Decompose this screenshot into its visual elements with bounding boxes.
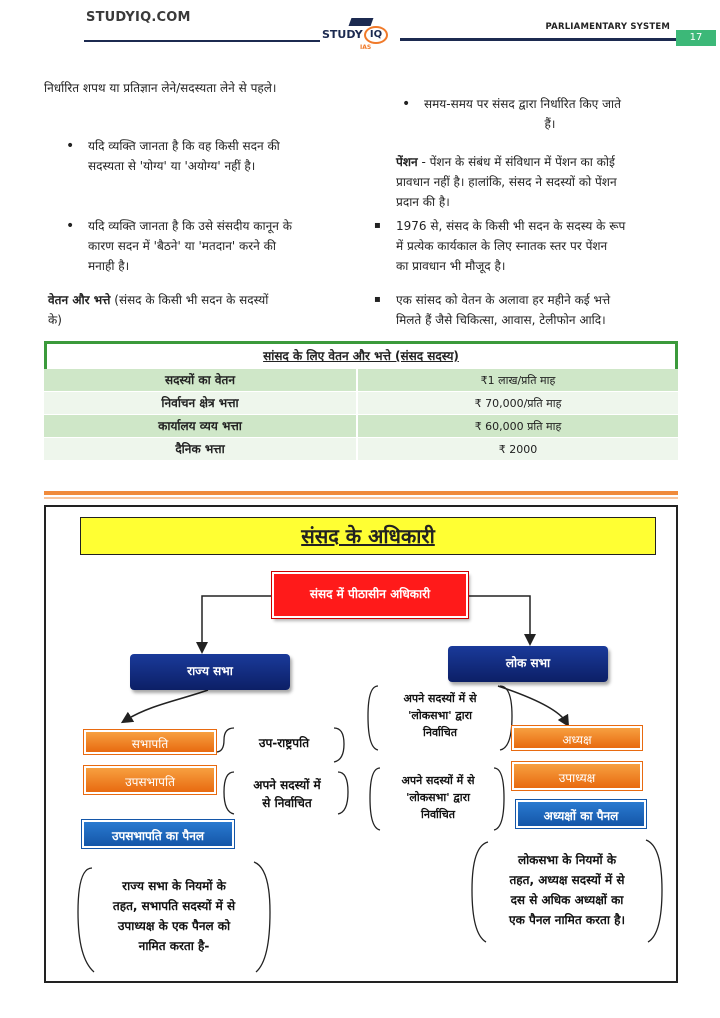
pension-line-1: - पेंशन के संबंध में संविधान में पेंशन का कोई	[417, 155, 615, 169]
upsabhapati-box: उपसभापति	[84, 766, 216, 794]
salary-table-title: सांसद के लिए वेतन और भत्ते (संसद सदस्य)	[44, 341, 678, 369]
up-rashtrapati-note: उप-राष्ट्रपति	[258, 736, 310, 750]
rajya-sabha-box: राज्य सभा	[130, 654, 290, 690]
right-bullet-2	[396, 216, 678, 276]
logo-ias: IAS	[360, 44, 372, 51]
ls-rules-note	[474, 850, 660, 930]
table-cell-label: निर्वाचन क्षेत्र भत्ता	[44, 392, 356, 414]
studyiq-logo	[322, 18, 398, 52]
left-bullet-1	[88, 136, 358, 176]
logo-text: STUDY	[322, 28, 363, 41]
ls-elected-2-line-1: अपने सदस्यों में से	[401, 774, 475, 787]
header-rule-left	[84, 40, 320, 42]
section-title: PARLIAMENTARY SYSTEM	[545, 22, 670, 32]
pension-heading: पेंशन	[396, 155, 418, 169]
left-bullet-2-line-3: मनाही है।	[88, 259, 130, 273]
logo-iq: IQ	[364, 26, 388, 44]
left-bullet-2	[88, 216, 358, 276]
table-row	[44, 392, 678, 415]
table-row	[44, 438, 678, 461]
table-cell-label: दैनिक भत्ता	[44, 438, 356, 460]
left-bullet-1-line-1: • यदि व्यक्ति जानता है कि वह किसी सदन की	[88, 139, 280, 153]
table-cell-value: ₹1 लाख/प्रति माह	[356, 369, 678, 391]
orange-divider-light	[44, 497, 678, 499]
rs-rules-line-1: राज्य सभा के नियमों के	[122, 879, 226, 893]
ls-elected-note-2	[380, 772, 496, 823]
orange-divider	[44, 491, 678, 495]
table-cell-label: कार्यालय व्यय भत्ता	[44, 415, 356, 437]
left-intro-line: निर्धारित शपथ या प्रतिज्ञान लेने/सदस्यता लेने से पहले।	[44, 81, 277, 95]
lok-sabha-box: लोक सभा	[448, 646, 608, 682]
salary-heading: वेतन और भत्ते	[48, 293, 111, 307]
salary-heading-block	[48, 290, 358, 330]
salary-heading-rest: (संसद के किसी भी सदन के सदस्यों	[114, 293, 269, 307]
right-bullet-2-line-1: ▪ 1976 से, संसद के किसी भी सदन के सदस्य के रूप	[396, 219, 626, 233]
rs-rules-note	[82, 876, 266, 956]
ls-rules-line-4: एक पैनल नामित करता है।	[508, 913, 626, 927]
adhyaksh-panel-box: अध्यक्षों का पैनल	[516, 800, 646, 828]
rs-elected-line-1: अपने सदस्यों में	[253, 778, 321, 792]
table-cell-value: ₹ 2000	[356, 438, 678, 460]
salary-heading-rest-2: के)	[48, 313, 62, 327]
sabhapati-box: सभापति	[84, 730, 216, 754]
left-bullet-2-line-2: कारण सदन में 'बैठने' या 'मतदान' करने की	[88, 239, 276, 253]
ls-elected-note-1	[380, 690, 500, 741]
right-bullet-3	[396, 290, 678, 330]
rs-rules-line-2: तहत, सभापति सदस्यों में से	[112, 899, 236, 913]
right-bullet-1-line-2: हैं।	[544, 117, 556, 131]
upsabhapati-panel-box: उपसभापति का पैनल	[82, 820, 234, 848]
table-row	[44, 415, 678, 438]
table-cell-value: ₹ 70,000/प्रति माह	[356, 392, 678, 414]
ls-elected-1-line-2: 'लोकसभा' द्वारा	[408, 709, 472, 722]
table-cell-value: ₹ 60,000 प्रति माह	[356, 415, 678, 437]
pension-line-3: प्रदान की है।	[396, 195, 450, 209]
rs-rules-line-4: नामित करता है-	[138, 939, 210, 953]
upadhyaksh-box: उपाध्यक्ष	[512, 762, 642, 790]
pension-paragraph	[396, 152, 678, 212]
ls-elected-2-line-3: निर्वाचित	[420, 808, 456, 821]
rs-elected-note	[236, 776, 338, 812]
header-rule-right	[400, 38, 676, 41]
left-bullet-1-line-2: सदस्यता से 'योग्य' या 'अयोग्य' नहीं है।	[88, 159, 256, 173]
rs-rules-line-3: उपाध्यक्ष के एक पैनल को	[117, 919, 231, 933]
ls-rules-line-1: लोकसभा के नियमों के	[517, 853, 617, 867]
adhyaksh-box: अध्यक्ष	[512, 726, 642, 750]
table-cell-label: सदस्यों का वेतन	[44, 369, 356, 391]
right-bullet-1	[424, 94, 676, 134]
rs-elected-line-2: से निर्वाचित	[262, 796, 312, 810]
right-bullet-2-line-2: में प्रत्येक कार्यकाल के लिए स्नातक स्तर पर पेंशन	[396, 239, 608, 253]
right-bullet-1-line-1: • समय-समय पर संसद द्वारा निर्धारित किए जाते	[424, 97, 621, 111]
presiding-officers-box: संसद में पीठासीन अधिकारी	[272, 572, 468, 618]
diagram-title: संसद के अधिकारी	[80, 517, 656, 555]
ls-rules-line-2: तहत, अध्यक्ष सदस्यों में से	[509, 873, 625, 887]
right-bullet-2-line-3: का प्रावधान भी मौजूद है।	[396, 259, 506, 273]
ls-elected-2-line-2: 'लोकसभा' द्वारा	[406, 791, 470, 804]
right-bullet-3-line-1: ▪ एक सांसद को वेतन के अलावा हर महीने कई भत्ते	[396, 293, 611, 307]
page-number: 17	[676, 30, 716, 46]
brand-name: STUDYIQ.COM	[86, 10, 191, 25]
ls-rules-line-3: दस से अधिक अध्यक्षों का	[510, 893, 624, 907]
right-bullet-3-line-2: मिलते हैं जैसे चिकित्सा, आवास, टेलीफोन आदि।	[396, 313, 606, 327]
graduation-cap-icon	[349, 18, 374, 26]
table-row	[44, 369, 678, 392]
left-bullet-2-line-1: • यदि व्यक्ति जानता है कि उसे संसदीय कानून के	[88, 219, 292, 233]
ls-elected-1-line-1: अपने सदस्यों में से	[403, 692, 477, 705]
salary-table	[44, 341, 678, 461]
ls-elected-1-line-3: निर्वाचित	[422, 726, 458, 739]
pension-line-2: प्रावधान नहीं है। हालांकि, संसद ने सदस्यों को पेंशन	[396, 175, 617, 189]
